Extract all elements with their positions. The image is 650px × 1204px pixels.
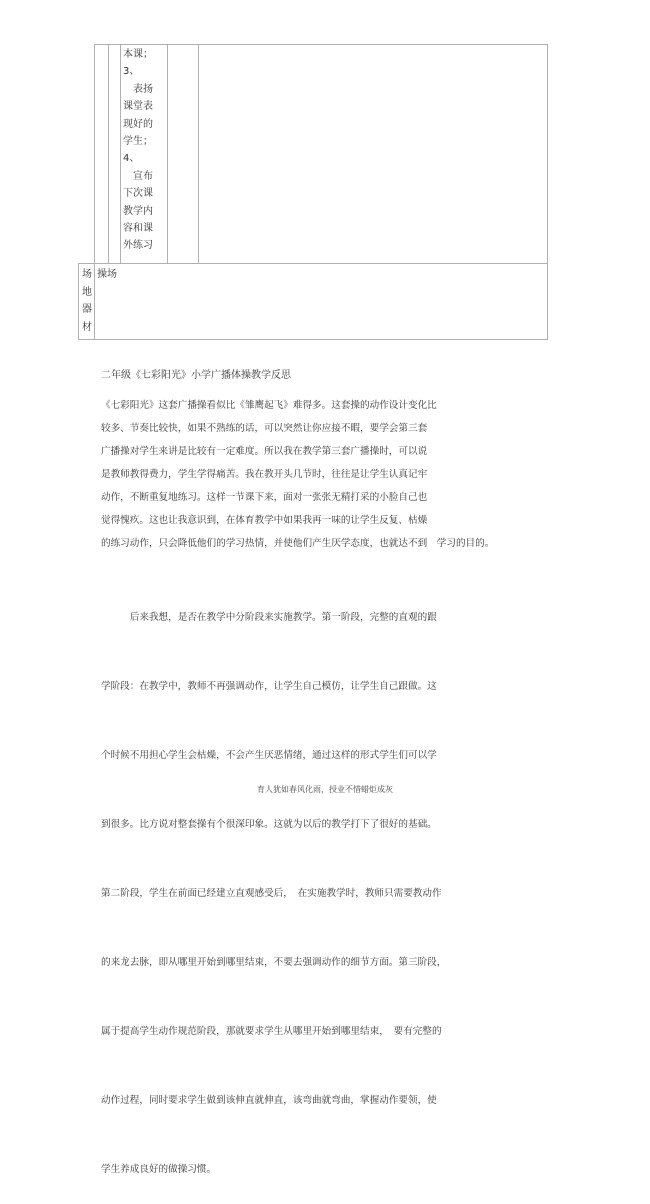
reflection-paragraph-1 (101, 394, 494, 555)
table-col-line (167, 44, 168, 264)
paragraph-line: 的来龙去脉，即从哪里开始到哪里结束，不要去强调动作的细节方面。第三阶段， (101, 957, 447, 968)
paragraph-line: 广播操对学生来讲是比较有一定难度。所以我在教学第三套广播操时，可以说 (101, 446, 428, 457)
paragraph-line: 觉得愧疚。这也让我意识到，在体育教学中如果我再一味的让学生反复、枯燥 (101, 515, 428, 526)
paragraph-line: 较多、节奏比较快，如果不熟练的话，可以突然让你应接不暇，要学会第三套 (101, 423, 428, 434)
cell-line: 教学内 (123, 205, 153, 217)
paragraph-line: 学生养成良好的做操习惯。 (101, 1164, 217, 1175)
reflection-title: 二年级《七彩阳光》小学广播体操教学反思 (101, 370, 291, 381)
cell-line: 容和课 (123, 223, 153, 235)
paragraph-line: 动作，不断重复地练习。这样一节课下来，面对一张张无精打采的小脸自己也 (101, 492, 428, 503)
cell-line: 外练习 (123, 240, 153, 252)
reflection-paragraph-2 (101, 560, 446, 1204)
cell-line: 3、 (123, 66, 140, 78)
cell-line: 现好的 (123, 118, 153, 130)
cell-line: 表扬 (123, 83, 153, 95)
table-right-border (547, 44, 548, 340)
cell-line: 本课； (123, 49, 153, 60)
table-col-line (108, 44, 109, 264)
paragraph-line: 动作过程，同时要求学生做到该伸直就伸直，该弯曲就弯曲，掌握动作要领，使 (101, 1095, 437, 1106)
table-col-line (120, 44, 121, 264)
cell-line: 4、 (123, 153, 140, 165)
paragraph-line: 是教师教得费力，学生学得痛苦。我在教开头几节时，往往是让学生认真记牢 (101, 469, 428, 480)
table-col-line (94, 44, 95, 340)
cell-line: 学生； (123, 136, 153, 148)
paragraph-line: 学阶段：在教学中，教师不再强调动作，让学生自己模仿，让学生自己跟做。这 (101, 681, 437, 692)
cell-line: 宣布 (123, 170, 153, 182)
paragraph-line: 《七彩阳光》这套广播操看似比《雏鹰起飞》难得多。这套操的动作设计变化比 (101, 400, 437, 411)
paragraph-line: 的练习动作，只会降低他们的学习热情，并使他们产生厌学态度，也就达不到 学习的目的。 (101, 538, 495, 549)
paragraph-line: 到很多。比方说对整套操有个很深印象。这就为以后的教学打下了很好的基础。 (101, 819, 437, 830)
paragraph-line: 个时候不用担心学生会枯燥，不会产生厌恶情绪，通过这样的形式学生们可以学 (101, 750, 437, 761)
cell-line: 课堂表 (123, 101, 153, 113)
paragraph-line: 第二阶段，学生在前面已经建立直观感受后， 在实施教学时，教师只需要教动作 (101, 888, 442, 899)
lesson-steps-cell (123, 46, 167, 262)
paragraph-line: 属于提高学生动作规范阶段，那就要求学生从哪里开始到哪里结束， 要有完整的 (101, 1026, 442, 1037)
table-top-border (94, 44, 548, 45)
cell-line: 下次课 (123, 188, 153, 200)
table-bottom-border (78, 339, 548, 340)
table-col-line (198, 44, 199, 264)
table-row-divider (78, 263, 548, 264)
paragraph-line: 后来我想，是否在教学中分阶段来实施教学。第一阶段，完整的直观的跟 (101, 612, 437, 623)
venue-equipment-label: 场 地 器 材 (82, 269, 92, 333)
venue-value: 操场 (97, 269, 117, 280)
page-footer-motto: 育人犹如春风化雨，授业不惜蜡炬成灰 (257, 785, 393, 794)
table-left-border (78, 263, 79, 340)
